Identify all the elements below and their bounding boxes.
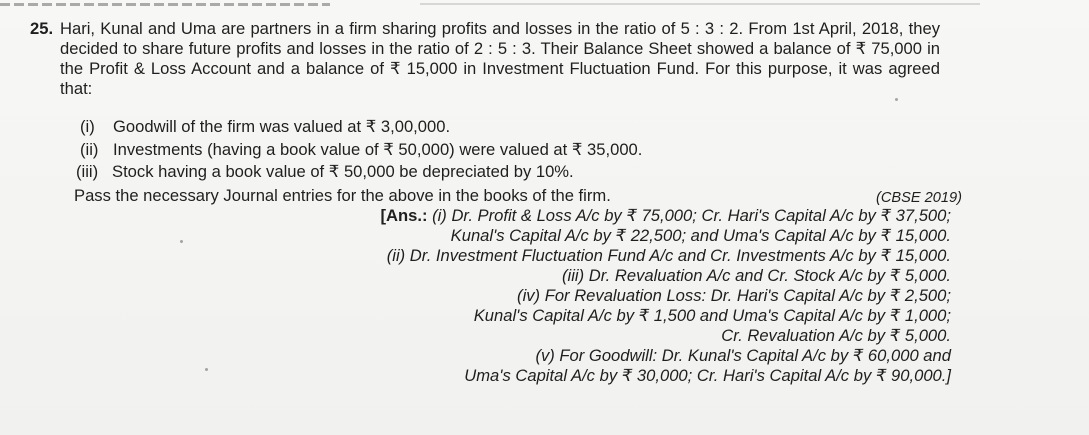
print-speck: [180, 240, 183, 243]
divider: [420, 3, 980, 5]
item-marker: (iii): [76, 162, 99, 181]
answer-line-text: (i) Dr. Profit & Loss A/c by ₹ 75,000; Cr. Hari's Capital A/c by ₹ 37,500;: [427, 206, 951, 225]
answer-line: Kunal's Capital A/c by ₹ 1,500 and Uma's Capital A/c by ₹ 1,000;: [473, 306, 951, 325]
question-text: Hari, Kunal and Uma are partners in a firm sharing profits and losses in the ratio of 5 : 3 : 2. From 1st April, 2018, they decided to share future profits and losses in the ratio of 2 : 5 : 3. Their Balance Sheet showed a balance of ₹ 75,000 in the Profit & Loss Account and a balance of ₹ 15,000 in Investment Fluctuation Fund. For this purpose, it was agreed that:: [60, 19, 940, 98]
answer-line: (iv) For Revaluation Loss: Dr. Hari's Capital A/c by ₹ 2,500;: [517, 286, 951, 305]
answer-line: (iii) Dr. Revaluation A/c and Cr. Stock A/c by ₹ 5,000.: [562, 266, 951, 285]
answer-line: (ii) Dr. Investment Fluctuation Fund A/c and Cr. Investments A/c by ₹ 15,000.: [386, 246, 951, 265]
cut-heading-remnant: [0, 3, 330, 6]
question-item: [80, 117, 450, 137]
answer-line: (v) For Goodwill: Dr. Kunal's Capital A/c by ₹ 60,000 and: [535, 346, 951, 365]
source-citation: (CBSE 2019): [876, 190, 962, 206]
top-rule: [0, 0, 1089, 10]
answer-line: [380, 206, 951, 226]
item-text: Stock having a book value of ₹ 50,000 be depreciated by 10%.: [112, 162, 574, 181]
item-text: Goodwill of the firm was valued at ₹ 3,00,000.: [113, 117, 451, 136]
instruction-text: Pass the necessary Journal entries for the above in the books of the firm.: [74, 186, 611, 205]
item-marker: (i): [80, 117, 95, 136]
item-text: Investments (having a book value of ₹ 50,000) were valued at ₹ 35,000.: [113, 140, 643, 159]
answer-line: Cr. Revaluation A/c by ₹ 5,000.: [721, 326, 951, 345]
answer-line: Kunal's Capital A/c by ₹ 22,500; and Uma's Capital A/c by ₹ 15,000.: [450, 226, 951, 245]
answer-line: Uma's Capital A/c by ₹ 30,000; Cr. Hari's Capital A/c by ₹ 90,000.]: [464, 366, 951, 385]
answer-block: [380, 206, 951, 386]
answer-lead: [Ans.:: [380, 206, 428, 225]
question: [30, 19, 1060, 99]
question-item: [80, 140, 642, 160]
question-item: [76, 162, 574, 182]
print-speck: [895, 98, 898, 101]
item-marker: (ii): [80, 140, 99, 159]
instruction: [74, 186, 962, 206]
question-number: 25.: [30, 19, 54, 38]
print-speck: [205, 368, 208, 371]
